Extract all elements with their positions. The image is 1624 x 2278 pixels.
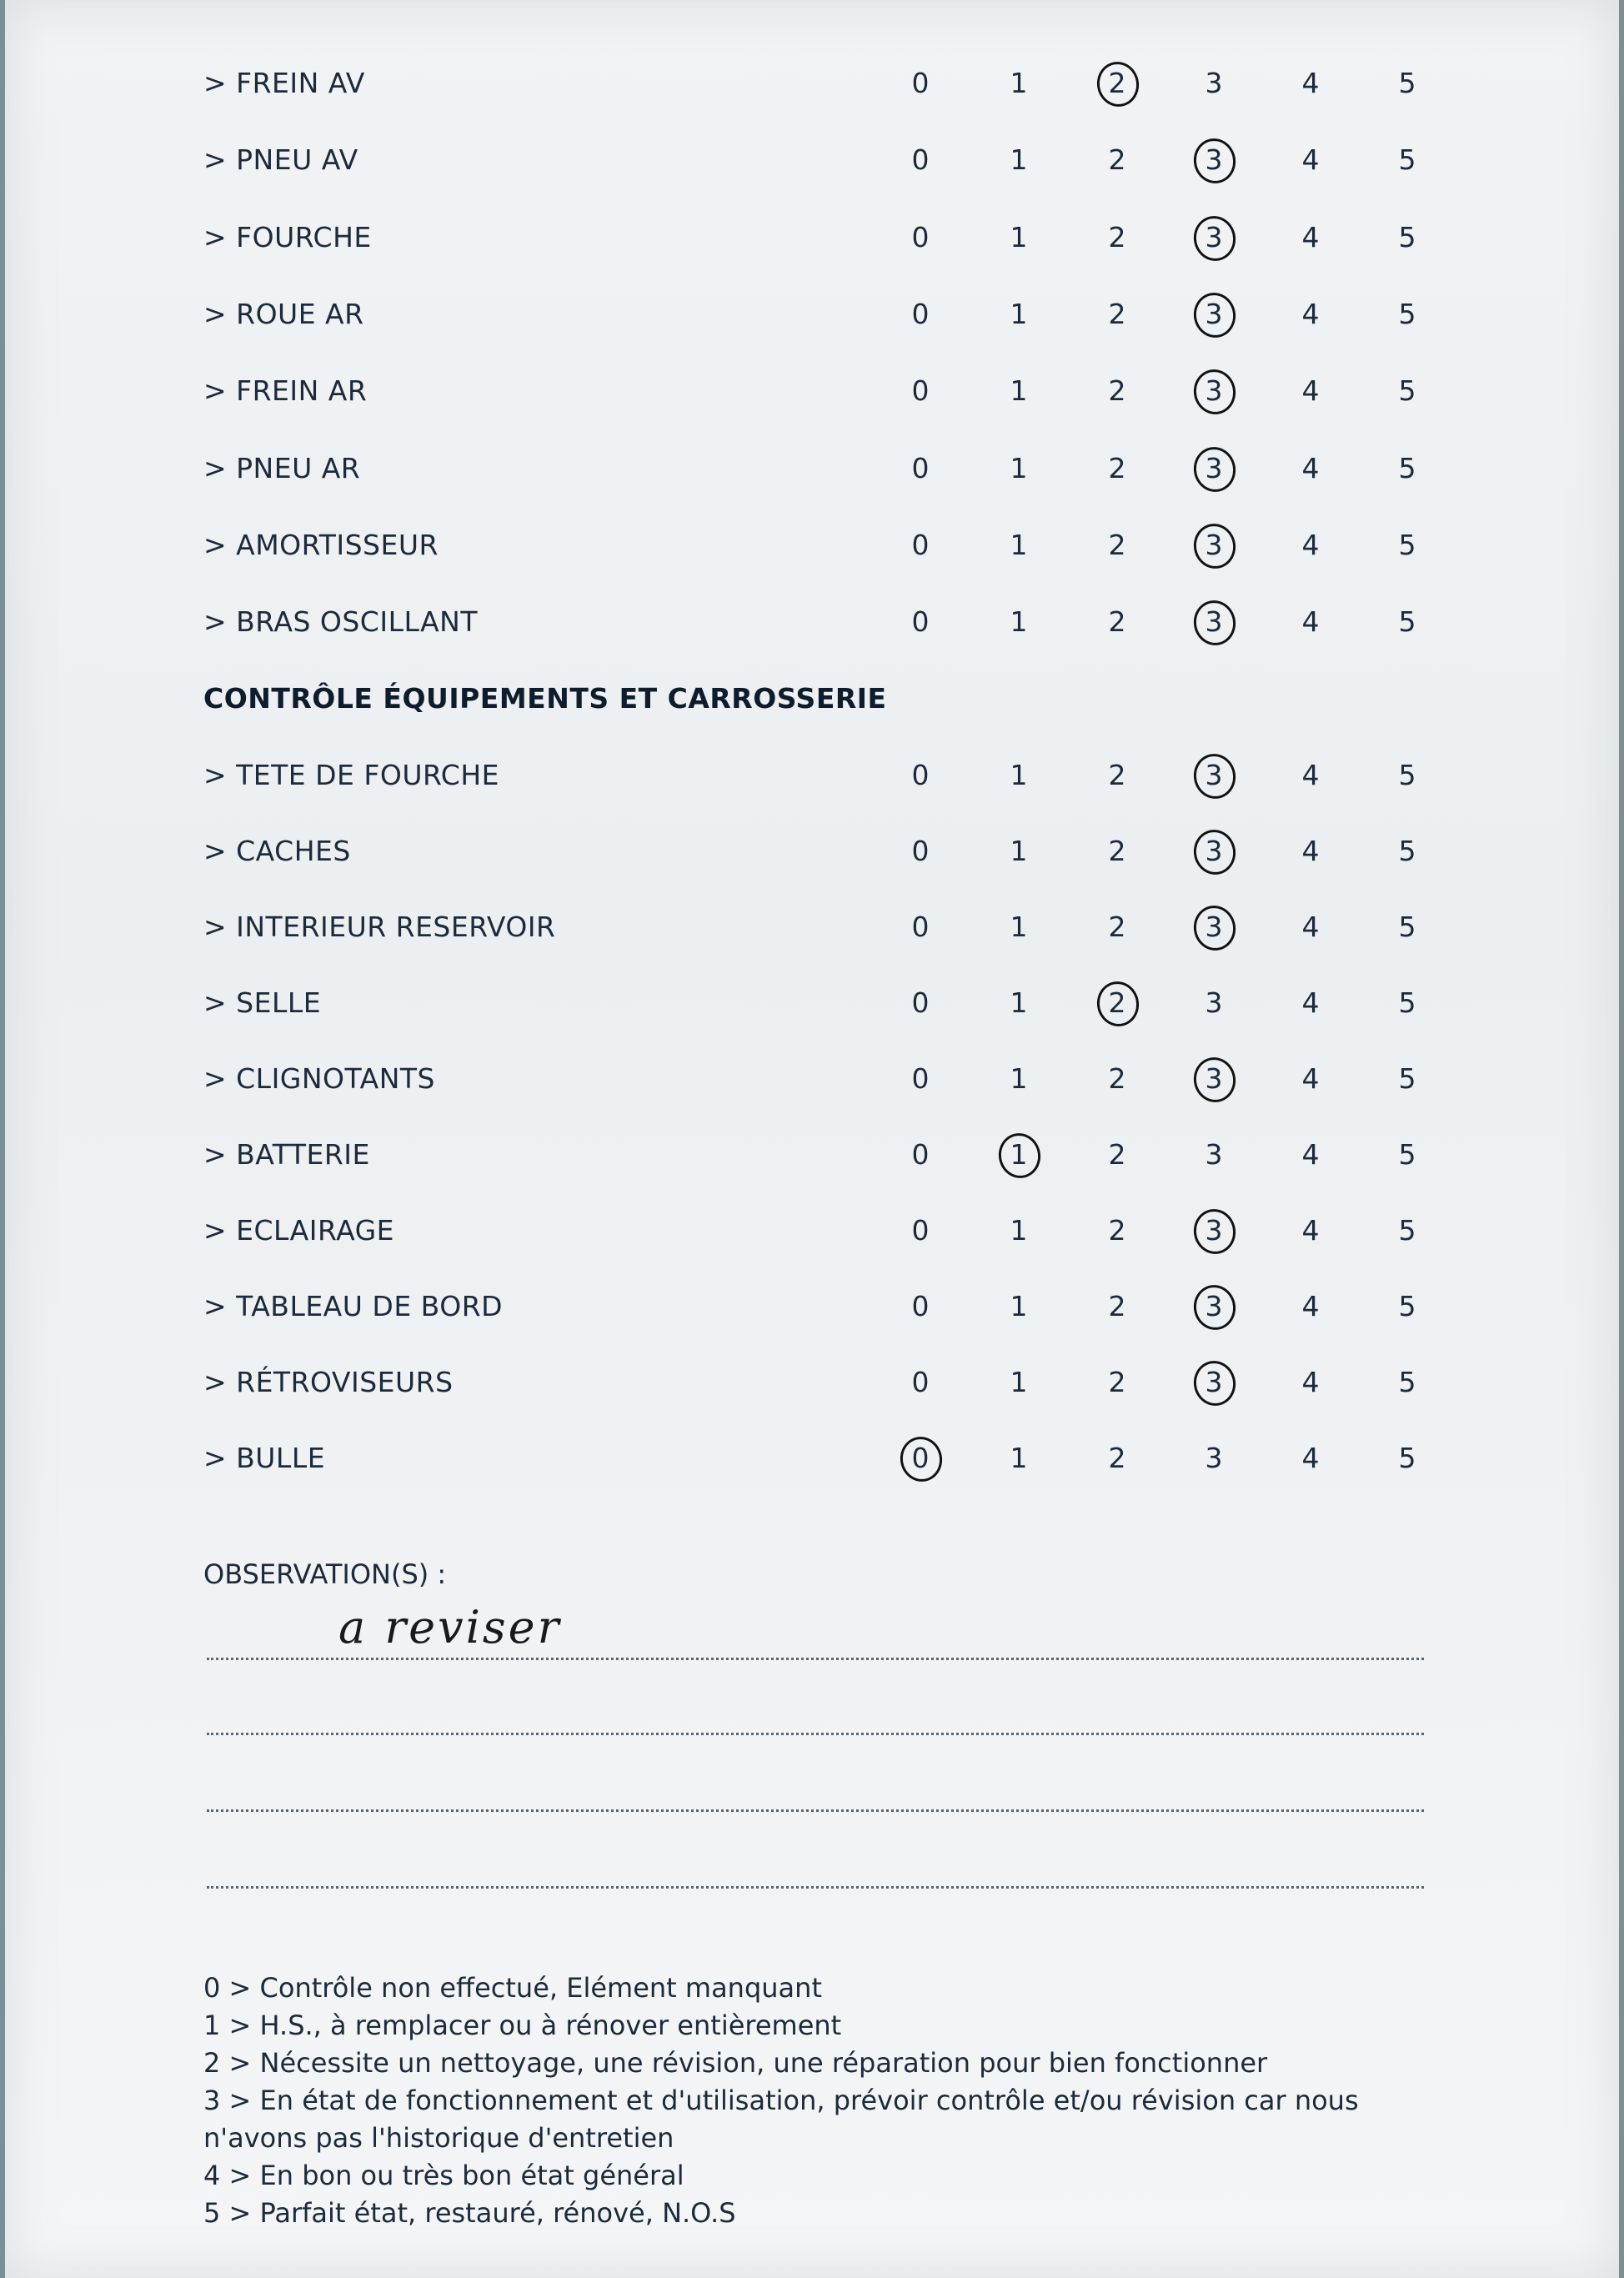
rating-row-label: > ROUE AR: [203, 298, 364, 330]
score-option[interactable]: 0: [911, 1290, 930, 1322]
score-option[interactable]: 4: [1301, 374, 1320, 407]
rating-row: [5, 1206, 1619, 1256]
score-option[interactable]: 1: [1010, 986, 1028, 1019]
score-option-selected[interactable]: 3: [1189, 289, 1239, 339]
score-option-selected[interactable]: 1: [994, 1130, 1044, 1180]
rating-row-label: > ECLAIRAGE: [203, 1214, 394, 1247]
score-option[interactable]: 2: [1108, 1290, 1126, 1322]
score-option[interactable]: 4: [1301, 1062, 1320, 1095]
score-option[interactable]: 4: [1301, 911, 1320, 943]
score-option-selected[interactable]: 3: [1189, 520, 1239, 570]
rating-row: [5, 289, 1619, 339]
score-option-selected[interactable]: 2: [1092, 978, 1142, 1028]
rating-legend: [203, 1969, 1454, 2232]
score-option[interactable]: 1: [1010, 1214, 1028, 1247]
rating-row: [5, 1433, 1619, 1483]
score-option[interactable]: 2: [1108, 221, 1126, 253]
score-option[interactable]: 2: [1108, 452, 1126, 484]
score-option-selected[interactable]: 3: [1189, 444, 1239, 494]
score-option[interactable]: 0: [911, 1062, 930, 1095]
score-option[interactable]: 4: [1301, 1366, 1320, 1398]
rating-row: [5, 444, 1619, 494]
score-option[interactable]: 5: [1398, 221, 1416, 253]
rating-row-label: > TETE DE FOURCHE: [203, 759, 499, 791]
score-option[interactable]: 2: [1108, 529, 1126, 561]
rating-row: [5, 1130, 1619, 1180]
score-option[interactable]: 1: [1010, 1062, 1028, 1095]
legend-item-2: 2 > Nécessite un nettoyage, une révision, une réparation pour bien fonctionner: [203, 2047, 1268, 2079]
score-option[interactable]: 2: [1108, 911, 1126, 943]
rating-row: [5, 520, 1619, 570]
rating-row: [5, 826, 1619, 876]
rating-row: [5, 135, 1619, 185]
score-option[interactable]: 0: [911, 67, 930, 99]
score-option[interactable]: 0: [911, 605, 930, 638]
score-option[interactable]: 2: [1108, 835, 1126, 867]
legend-item-4: 4 > En bon ou très bon état général: [203, 2160, 684, 2191]
score-option[interactable]: 1: [1010, 67, 1028, 99]
score-option[interactable]: 3: [1205, 1138, 1223, 1171]
score-option[interactable]: 4: [1301, 298, 1320, 330]
score-option[interactable]: 5: [1398, 67, 1416, 99]
score-option[interactable]: 1: [1010, 221, 1028, 253]
score-option[interactable]: 1: [1010, 1290, 1028, 1322]
score-option[interactable]: 0: [911, 911, 930, 943]
rating-row-label: > TABLEAU DE BORD: [203, 1290, 504, 1322]
score-option[interactable]: 1: [1010, 374, 1028, 407]
score-option-selected[interactable]: 3: [1189, 213, 1239, 263]
rating-row-label: > AMORTISSEUR: [203, 529, 439, 561]
observation-line-4: [207, 1886, 1424, 1889]
rating-row: [5, 597, 1619, 647]
legend-item-1: 1 > H.S., à remplacer ou à rénover entièrement: [203, 2010, 842, 2041]
score-option[interactable]: 1: [1010, 605, 1028, 638]
rating-row-label: > INTERIEUR RESERVOIR: [203, 911, 556, 943]
score-option[interactable]: 4: [1301, 452, 1320, 484]
score-option[interactable]: 5: [1398, 452, 1416, 484]
score-option[interactable]: 4: [1301, 67, 1320, 99]
score-option[interactable]: 0: [911, 298, 930, 330]
observation-line-3: [207, 1809, 1424, 1812]
score-option[interactable]: 0: [911, 759, 930, 791]
score-option[interactable]: 4: [1301, 221, 1320, 253]
section-title-equipment: CONTRÔLE ÉQUIPEMENTS ET CARROSSERIE: [203, 682, 887, 715]
score-option[interactable]: 2: [1108, 1366, 1126, 1398]
score-option[interactable]: 5: [1398, 1138, 1416, 1171]
observation-line-1: [207, 1658, 1424, 1660]
observation-handwritten-note: a reviser: [338, 1601, 562, 1653]
rating-row-label: > CACHES: [203, 835, 351, 867]
score-option[interactable]: 1: [1010, 1366, 1028, 1398]
rating-row: [5, 978, 1619, 1028]
score-option[interactable]: 3: [1205, 986, 1223, 1019]
legend-item-5: 5 > Parfait état, restauré, rénové, N.O.S: [203, 2197, 736, 2229]
score-option[interactable]: 2: [1108, 759, 1126, 791]
rating-row: [5, 213, 1619, 263]
score-option-selected[interactable]: 3: [1189, 826, 1239, 876]
score-option[interactable]: 4: [1301, 143, 1320, 176]
score-option[interactable]: 2: [1108, 605, 1126, 638]
score-option[interactable]: 2: [1108, 298, 1126, 330]
score-option[interactable]: 5: [1398, 1062, 1416, 1095]
score-option[interactable]: 1: [1010, 911, 1028, 943]
score-option[interactable]: 0: [911, 374, 930, 407]
score-option[interactable]: 4: [1301, 1138, 1320, 1171]
score-option[interactable]: 0: [911, 986, 930, 1019]
score-option[interactable]: 5: [1398, 1442, 1416, 1474]
score-option-selected[interactable]: 3: [1189, 597, 1239, 647]
rating-row: [5, 1282, 1619, 1332]
score-option[interactable]: 4: [1301, 986, 1320, 1019]
score-option[interactable]: 0: [911, 1138, 930, 1171]
score-option-selected[interactable]: 3: [1189, 1282, 1239, 1332]
score-option[interactable]: 4: [1301, 605, 1320, 638]
rating-row-label: > FREIN AV: [203, 67, 365, 99]
score-option-selected[interactable]: 3: [1189, 750, 1239, 800]
score-option[interactable]: 2: [1108, 1214, 1126, 1247]
score-option[interactable]: 0: [911, 1366, 930, 1398]
rating-row-label: > BRAS OSCILLANT: [203, 605, 479, 638]
score-option[interactable]: 1: [1010, 452, 1028, 484]
inspection-sheet: [5, 0, 1619, 2278]
score-option[interactable]: 2: [1108, 374, 1126, 407]
rating-row: [5, 58, 1619, 108]
score-option[interactable]: 5: [1398, 298, 1416, 330]
score-option[interactable]: 1: [1010, 759, 1028, 791]
score-option-selected[interactable]: 2: [1092, 58, 1142, 108]
score-option[interactable]: 4: [1301, 835, 1320, 867]
score-option-selected[interactable]: 3: [1189, 1357, 1239, 1407]
score-option[interactable]: 4: [1301, 759, 1320, 791]
score-option[interactable]: 4: [1301, 529, 1320, 561]
score-option[interactable]: 2: [1108, 1062, 1126, 1095]
score-option[interactable]: 5: [1398, 1366, 1416, 1398]
score-option[interactable]: 4: [1301, 1290, 1320, 1322]
score-option[interactable]: 0: [911, 835, 930, 867]
score-option[interactable]: 5: [1398, 529, 1416, 561]
score-option[interactable]: 1: [1010, 529, 1028, 561]
score-option-selected[interactable]: 3: [1189, 135, 1239, 185]
score-option[interactable]: 1: [1010, 143, 1028, 176]
score-option[interactable]: 1: [1010, 298, 1028, 330]
rating-row-label: > CLIGNOTANTS: [203, 1062, 435, 1095]
score-option[interactable]: 1: [1010, 1442, 1028, 1474]
legend-item-3: 3 > En état de fonctionnement et d'utilisation, prévoir contrôle et/ou révision car nous n'avons pas l'historique d'entretien: [203, 2085, 1359, 2154]
rating-row-label: > FREIN AR: [203, 374, 368, 407]
score-option[interactable]: 0: [911, 221, 930, 253]
score-option[interactable]: 0: [911, 529, 930, 561]
score-option[interactable]: 5: [1398, 143, 1416, 176]
score-option[interactable]: 5: [1398, 835, 1416, 867]
rating-row-label: > BATTERIE: [203, 1138, 370, 1171]
score-option[interactable]: 5: [1398, 759, 1416, 791]
score-option[interactable]: 5: [1398, 605, 1416, 638]
score-option[interactable]: 5: [1398, 986, 1416, 1019]
score-option[interactable]: 5: [1398, 1214, 1416, 1247]
score-option-selected[interactable]: 3: [1189, 902, 1239, 952]
score-option[interactable]: 0: [911, 452, 930, 484]
score-option[interactable]: 2: [1108, 143, 1126, 176]
observation-line-2: [207, 1733, 1424, 1735]
score-option[interactable]: 2: [1108, 1138, 1126, 1171]
score-option[interactable]: 0: [911, 1214, 930, 1247]
score-option-selected[interactable]: 3: [1189, 1206, 1239, 1256]
score-option-selected[interactable]: 0: [895, 1433, 945, 1483]
rating-row-label: > PNEU AV: [203, 143, 358, 176]
score-option[interactable]: 3: [1205, 1442, 1223, 1474]
legend-item-0: 0 > Contrôle non effectué, Elément manquant: [203, 1972, 822, 2004]
score-option[interactable]: 4: [1301, 1442, 1320, 1474]
score-option[interactable]: 3: [1205, 67, 1223, 99]
rating-row-label: > FOURCHE: [203, 221, 372, 253]
rating-row: [5, 902, 1619, 952]
score-option[interactable]: 2: [1108, 1442, 1126, 1474]
rating-row-label: > RÉTROVISEURS: [203, 1366, 454, 1398]
rating-row: [5, 1054, 1619, 1104]
score-option[interactable]: 0: [911, 143, 930, 176]
rating-row: [5, 750, 1619, 800]
score-option[interactable]: 5: [1398, 911, 1416, 943]
score-option-selected[interactable]: 3: [1189, 366, 1239, 416]
score-option[interactable]: 4: [1301, 1214, 1320, 1247]
rating-row-label: > SELLE: [203, 986, 322, 1019]
score-option-selected[interactable]: 3: [1189, 1054, 1239, 1104]
score-option[interactable]: 5: [1398, 1290, 1416, 1322]
rating-row-label: > PNEU AR: [203, 452, 361, 484]
rating-row-label: > BULLE: [203, 1442, 326, 1474]
score-option[interactable]: 5: [1398, 374, 1416, 407]
score-option[interactable]: 1: [1010, 835, 1028, 867]
rating-row: [5, 1357, 1619, 1407]
observations-label: OBSERVATION(S) :: [203, 1558, 447, 1590]
rating-row: [5, 366, 1619, 416]
